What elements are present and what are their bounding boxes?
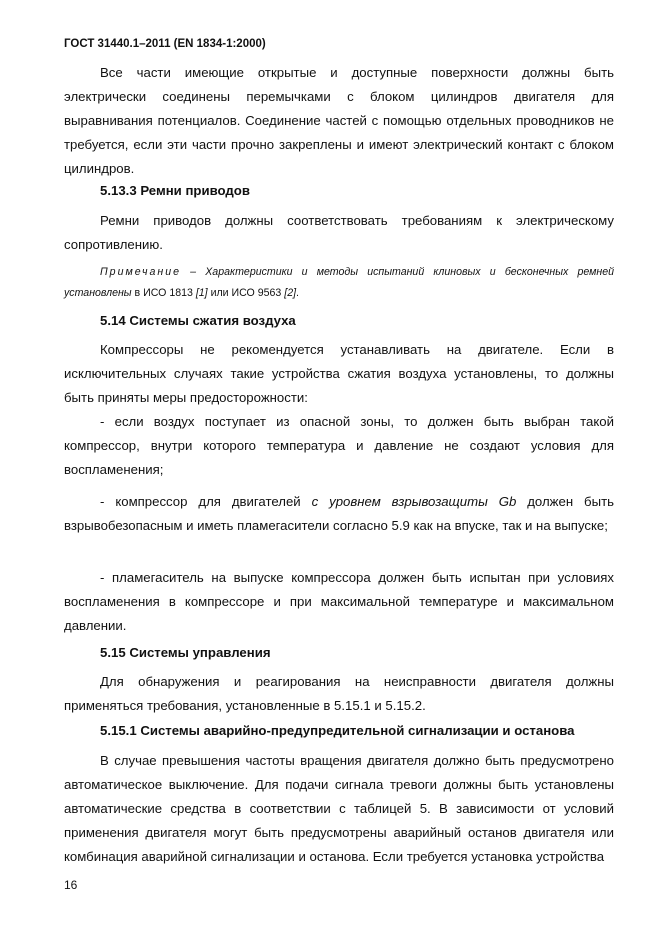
heading-5-15-1: 5.15.1 Системы аварийно-предупредительной сигнализации и останова [100,723,575,738]
note-text: – Характеристики и методы испытаний клиновых и бесконечных ремней установлены [64,266,614,299]
note-label: Примечание [100,266,182,278]
note-ref-2: [2] [284,287,297,299]
note-iso1813: в ИСО 1813 [131,287,196,299]
document-header: ГОСТ 31440.1–2011 (EN 1834-1:2000) [64,38,266,50]
note-iso9563: или ИСО 9563 [207,287,285,299]
paragraph-bonding: Все части имеющие открытые и доступные поверхности должны быть электрически соединены перемычками с блоком цилиндров двигателя для выравнивания потенциалов. Соединение частей с помощью отдельных проводников не требуется, если эти части прочно закреплены и имеют электрический контакт с блоком цилиндров. [64,65,614,176]
paragraph-hazard-zone: - если воздух поступает из опасной зоны, то должен быть выбран такой компрессор, внутри которого температура и давление не создают условия для воспламенения; [64,414,614,477]
note-ref-1: [1] [195,287,208,299]
heading-5-15: 5.15 Системы управления [100,645,271,660]
gb-text-italic: с уровнем взрывозащиты Gb [311,494,517,509]
note-end: . [296,287,299,299]
paragraph-drive-belts: Ремни приводов должны соответствовать требованиям к электрическому сопротивлению. [64,213,614,252]
gb-text-b: должен быть взрывобезопасным и иметь пламегасители согласно 5.9 как на впуске, так и на выпуске; [64,494,614,533]
paragraph-control-systems: Для обнаружения и реагирования на неисправности двигателя должны применяться требования, установленные в 5.15.1 и 5.15.2. [64,674,614,713]
page-number: 16 [64,878,78,892]
heading-5-13-3: 5.13.3 Ремни приводов [100,183,250,198]
gb-text-a: - компрессор для двигателей [100,494,312,509]
paragraph-flame-arrester: - пламегаситель на выпуске компрессора должен быть испытан при условиях воспламенения в компрессоре и при максимальной температуре и максимальном давлении. [64,570,614,633]
note-belts [64,262,614,304]
paragraph-gb-level [64,490,614,538]
heading-5-14: 5.14 Системы сжатия воздуха [100,313,296,328]
paragraph-overspeed: В случае превышения частоты вращения двигателя должно быть предусмотрено автоматическое выключение. Для подачи сигнала тревоги должны быть установлены автоматические средства в соответствии с таблицей 5. В зависимости от условий применения двигателя могут быть предусмотрены аварийный останов двигателя или комбинация аварийной сигнализации и останова. Если требуется установка устройства [64,753,614,864]
paragraph-compressors: Компрессоры не рекомендуется устанавливать на двигателе. Если в исключительных случаях такие устройства сжатия воздуха установлены, то должны быть приняты меры предосторожности: [64,342,614,405]
